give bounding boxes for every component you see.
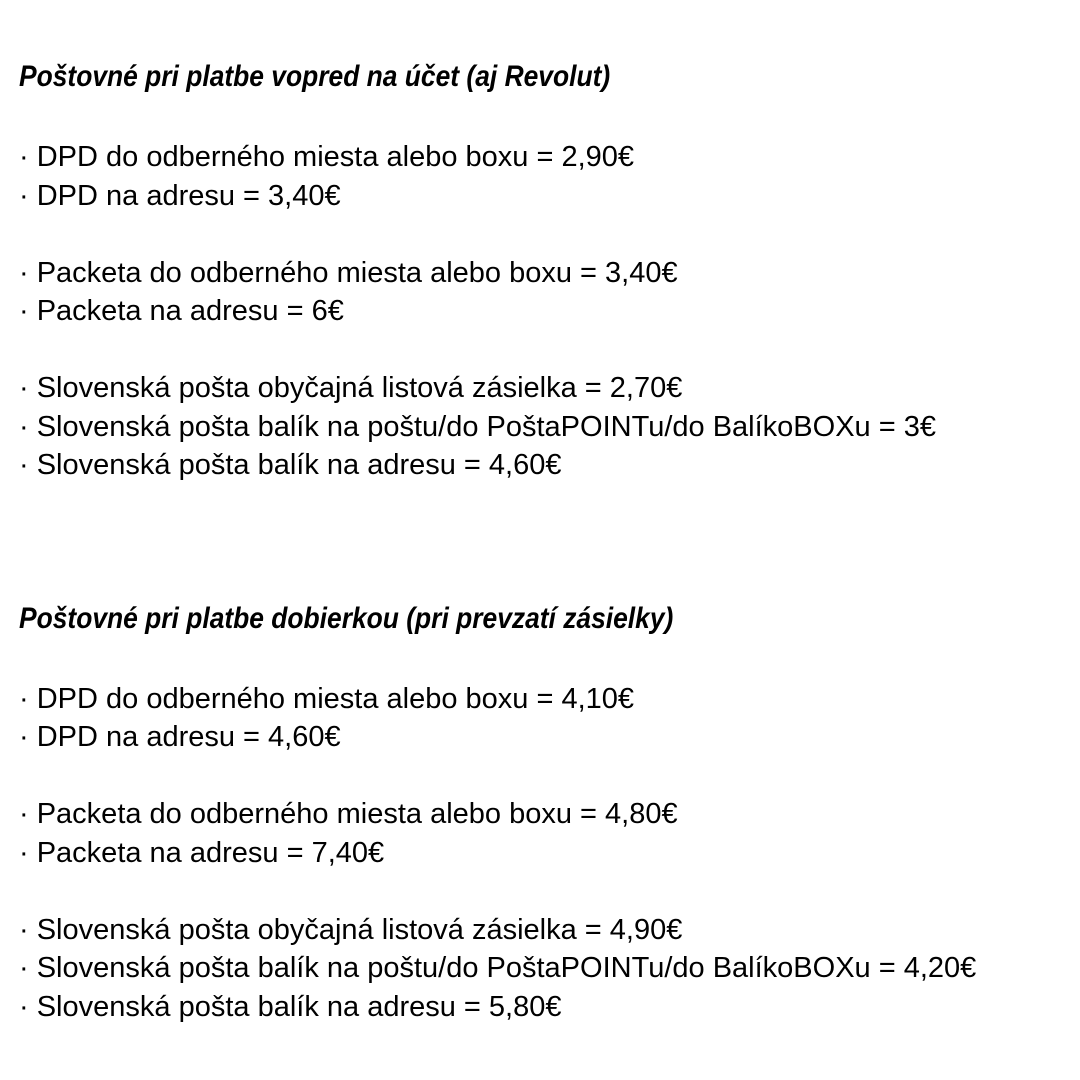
section-heading-prepayment: Poštovné pri platbe vopred na účet (aj Revolut) [19, 60, 611, 93]
section-heading-cash-on-delivery: Poštovné pri platbe dobierkou (pri prevzatí zásielky) [19, 601, 674, 635]
price-line: · Slovenská pošta balík na adresu = 4,60€ [19, 449, 562, 481]
price-line: · Slovenská pošta balík na poštu/do PoštaPOINTu/do BalíkoBOXu = 4,20€ [19, 952, 977, 984]
carrier-group-packeta [19, 795, 1064, 872]
carrier-group-packeta [19, 254, 1064, 331]
carrier-group-slovenska-posta [19, 911, 1064, 1027]
price-line: · DPD na adresu = 3,40€ [19, 179, 341, 212]
carrier-group-dpd [19, 680, 1064, 757]
price-line: · DPD do odberného miesta alebo boxu = 4,10€ [19, 682, 635, 715]
carrier-group-slovenska-posta [19, 369, 1064, 485]
price-line: · Packeta do odberného miesta alebo boxu = 3,40€ [19, 256, 678, 289]
price-line: · Packeta na adresu = 7,40€ [19, 836, 385, 869]
carrier-group-dpd [19, 138, 1064, 215]
price-line: · Slovenská pošta obyčajná listová zásielka = 2,70€ [19, 372, 683, 404]
price-line: · Slovenská pošta obyčajná listová zásielka = 4,90€ [19, 913, 683, 946]
price-line: · Packeta do odberného miesta alebo boxu = 4,80€ [19, 798, 678, 830]
price-line: · DPD do odberného miesta alebo boxu = 2,90€ [19, 141, 635, 173]
price-line: · DPD na adresu = 4,60€ [19, 721, 341, 753]
section-cash-on-delivery [19, 600, 1064, 1027]
price-line: · Slovenská pošta balík na adresu = 5,80€ [19, 990, 562, 1023]
price-line: · Slovenská pošta balík na poštu/do PoštaPOINTu/do BalíkoBOXu = 3€ [19, 410, 936, 443]
price-line: · Packeta na adresu = 6€ [19, 295, 344, 327]
section-prepayment [19, 58, 1064, 485]
